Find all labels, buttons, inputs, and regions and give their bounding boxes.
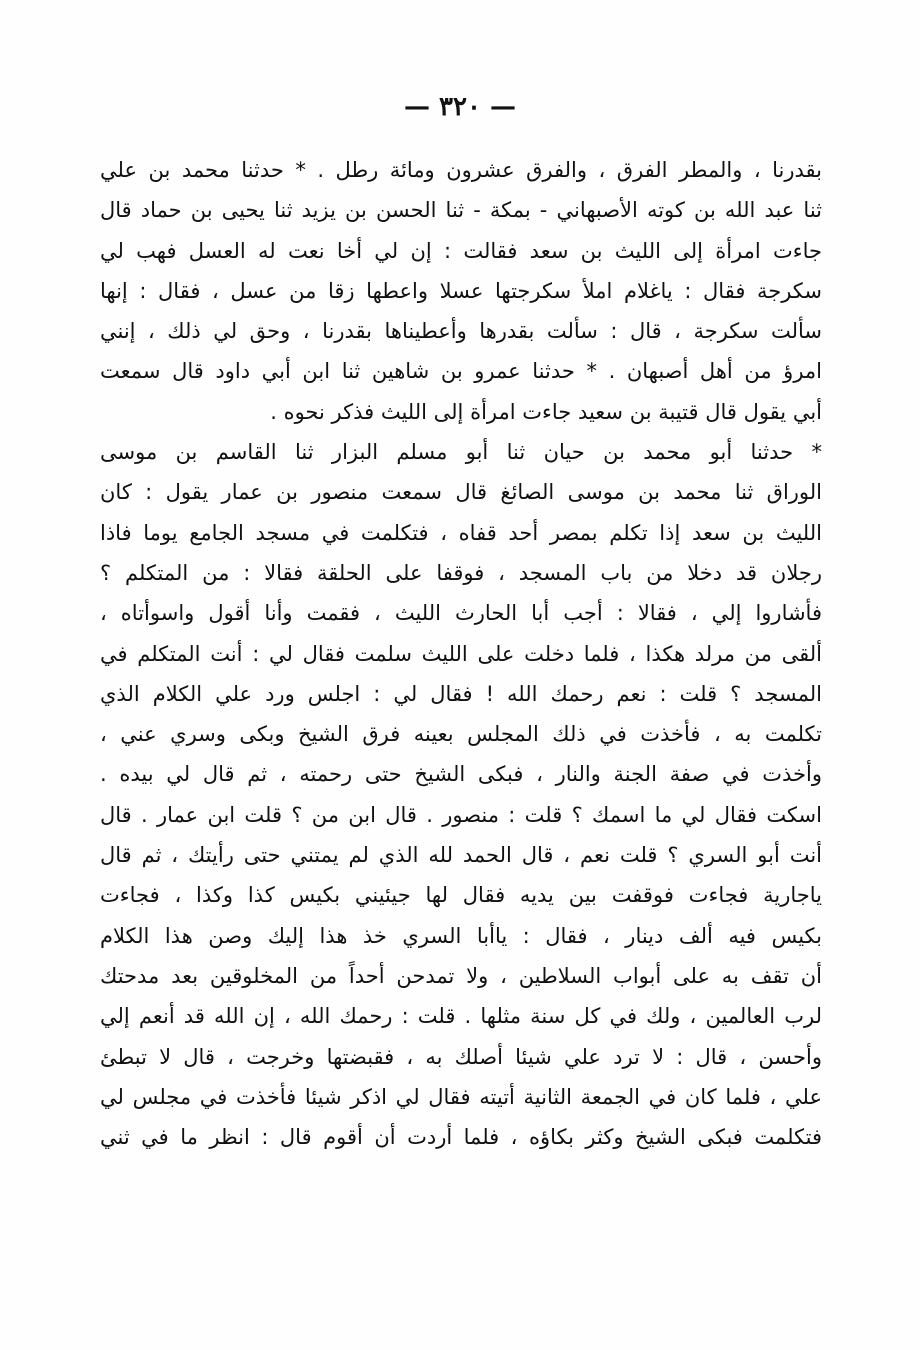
text-line: لرب العالمين ، ولك في كل سنة مثلها . قلت : رحمك الله ، إن الله قد أنعم إلي bbox=[100, 1004, 822, 1029]
text-line: المسجد ؟ قلت : نعم رحمك الله ! فقال لي : اجلس ورد علي الكلام الذي bbox=[100, 681, 822, 706]
body-text bbox=[100, 150, 822, 1157]
text-line: ياجارية فجاءت فوقفت بين يديه فقال لها جيئيني بكيس كذا وكذا ، فجاءت bbox=[100, 883, 822, 908]
text-line: فتكلمت فبكى الشيخ وكثر بكاؤه ، فلما أردت أن أقوم قال : انظر ما في ثني bbox=[100, 1125, 822, 1150]
text-line: علي ، فلما كان في الجمعة الثانية أتيته فقال لي اذكر شيئا فأخذت في مجلس لي bbox=[100, 1084, 822, 1109]
text-line: سكرجة فقال : ياغلام املأ سكرجتها عسلا واعطها زقا من عسل ، فقال : إنها bbox=[100, 278, 822, 303]
text-line: فأشاروا إلي ، فقالا : أجب أبا الحارث الليث ، فقمت وأنا أقول واسوأتاه ، bbox=[100, 601, 822, 626]
text-line: أنت أبو السري ؟ قلت نعم ، قال الحمد لله الذي لم يمتني حتى رأيتك ، ثم قال bbox=[100, 843, 822, 868]
text-line: تكلمت به ، فأخذت في ذلك المجلس بعينه فرق الشيخ وبكى وسري عني ، bbox=[100, 722, 822, 747]
text-line: رجلان قد دخلا من باب المسجد ، فوقفا على الحلقة فقالا : من المتكلم ؟ bbox=[100, 560, 822, 585]
text-line: * حدثنا أبو محمد بن حيان ثنا أبو مسلم البزار ثنا القاسم بن موسى bbox=[100, 440, 822, 465]
text-line: بكيس فيه ألف دينار ، فقال : ياأبا السري خذ هذا إليك وصن هذا الكلام bbox=[100, 923, 822, 948]
text-line: أبي يقول قال قتيبة بن سعيد جاءت امرأة إلى الليث فذكر نحوه . bbox=[270, 399, 822, 424]
text-line: أن تقف به على أبواب السلاطين ، ولا تمدحن أحداً من المخلوقين بعد مدحتك bbox=[100, 963, 822, 988]
page-number: — ٣٢٠ — bbox=[403, 92, 517, 122]
text-line: وأخذت في صفة الجنة والنار ، فبكى الشيخ حتى رحمته ، ثم قال لي بيده . bbox=[100, 762, 822, 787]
text-line: جاءت امرأة إلى الليث بن سعد فقالت : إن لي أخا نعت له العسل فهب لي bbox=[100, 238, 822, 263]
text-line: ثنا عبد الله بن كوته الأصبهاني - بمكة - ثنا الحسن بن يزيد ثنا يحيى بن حماد قال bbox=[100, 198, 822, 223]
text-line: الليث بن سعد إذا تكلم بمصر أحد قفاه ، فتكلمت في مسجد الجامع يوما فاذا bbox=[100, 520, 822, 545]
text-line: سألت سكرجة ، قال : سألت بقدرها وأعطيناها بقدرنا ، وحق لي ذلك ، إنني bbox=[100, 319, 822, 344]
text-line: ألقى من مرلد هكذا ، فلما دخلت على الليث سلمت فقال لي : أنت المتكلم في bbox=[100, 641, 822, 666]
text-line: اسكت فقال لي ما اسمك ؟ قلت : منصور . قال ابن من ؟ قلت ابن عمار . قال bbox=[100, 802, 822, 827]
text-line: الوراق ثنا محمد بن موسى الصائغ قال سمعت منصور بن عمار يقول : كان bbox=[100, 480, 822, 505]
text-line: امرؤ من أهل أصبهان . * حدثنا عمرو بن شاهين ثنا ابن أبي داود قال سمعت bbox=[100, 359, 822, 384]
text-line: وأحسن ، قال : لا ترد علي شيئا أصلك به ، فقبضتها وخرجت ، قال لا تبطئ bbox=[100, 1044, 822, 1069]
text-line: بقدرنا ، والمطر الفرق ، والفرق عشرون ومائة رطل . * حدثنا محمد بن علي bbox=[100, 158, 822, 182]
